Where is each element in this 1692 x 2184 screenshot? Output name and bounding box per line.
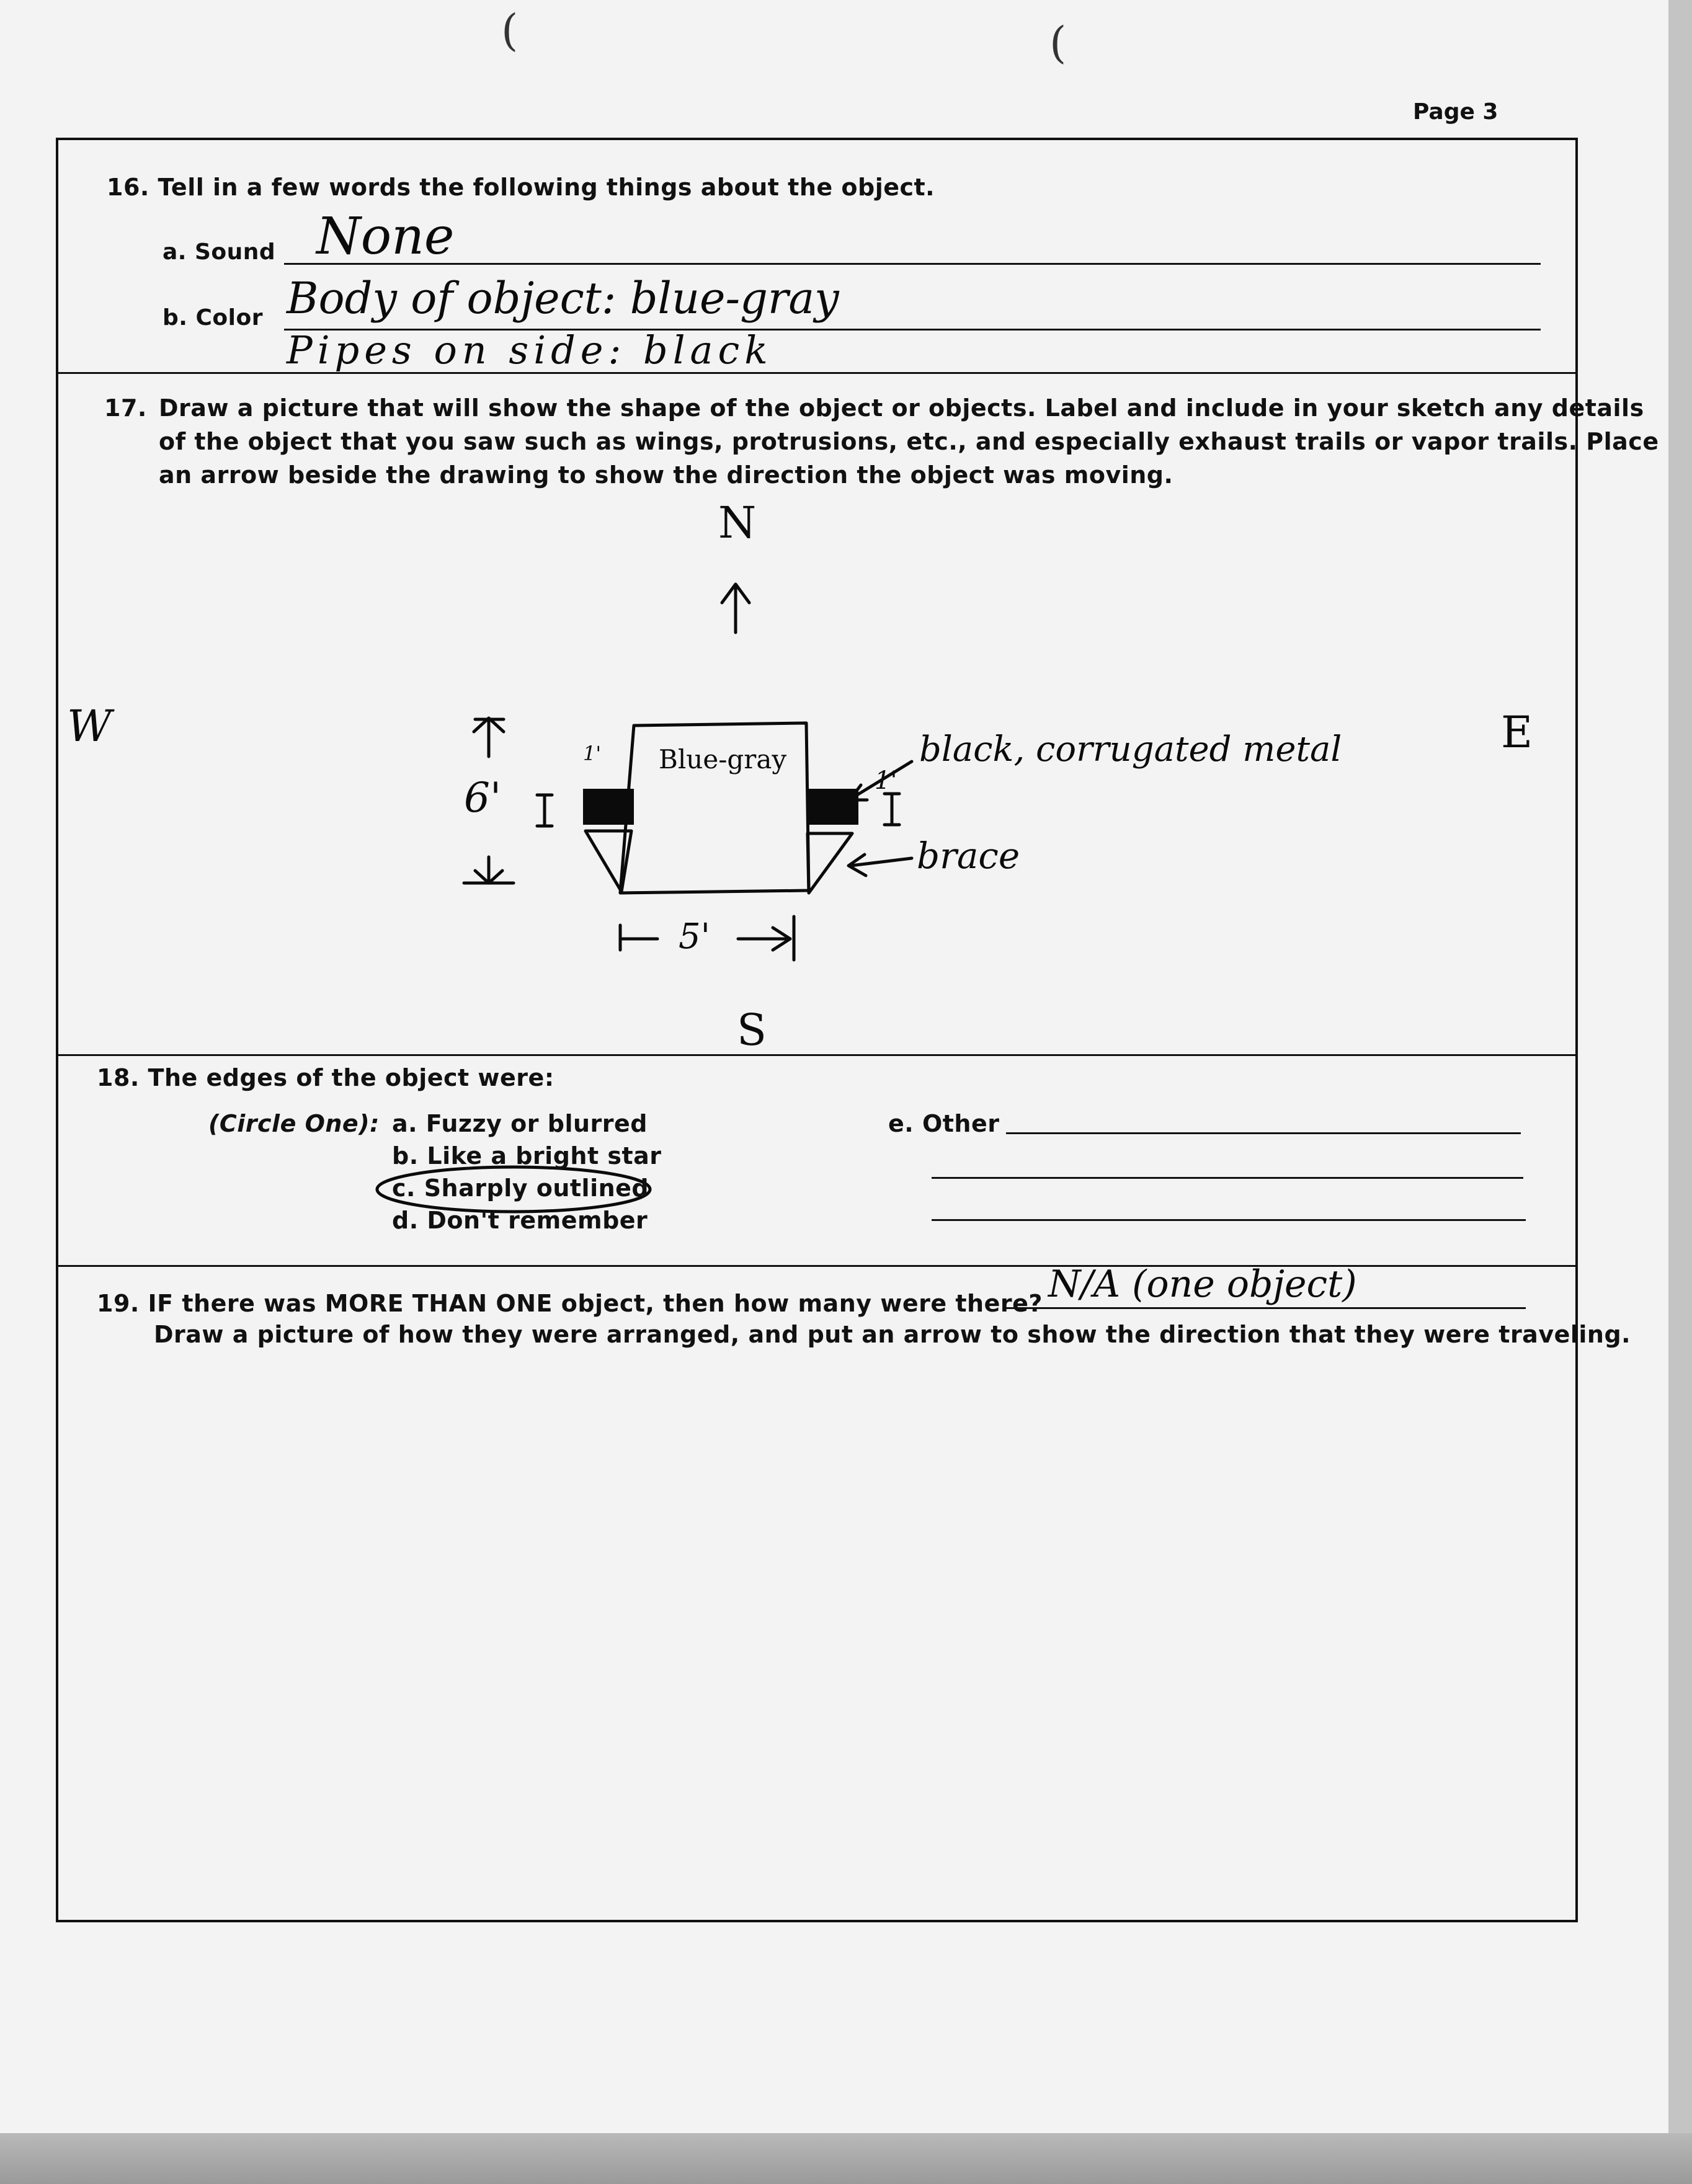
- q18-option-a: a. Fuzzy or blurred: [392, 1110, 648, 1137]
- compass-north: N: [718, 497, 757, 548]
- compass-west: W: [67, 701, 112, 752]
- page-number: Page 3: [1413, 99, 1498, 125]
- pipe-height-mark: [537, 795, 552, 826]
- q18-option-d: d. Don't remember: [392, 1207, 648, 1234]
- color-answer-pipes: Pipes on side: black: [287, 327, 773, 373]
- count-answer-line: [1005, 1307, 1526, 1309]
- q17-line2: of the object that you saw such as wings, protrusions, etc., and especially exhaust trails or vapor trails. Place: [159, 428, 1659, 455]
- q17-line3: an arrow beside the drawing to show the direction the object was moving.: [159, 461, 1173, 489]
- q17-number: 17.: [104, 394, 147, 422]
- height-arrow-bottom-icon: [464, 857, 514, 883]
- north-arrow-icon: [722, 584, 749, 633]
- punch-mark: (: [1049, 17, 1067, 68]
- q16-color-label: b. Color: [163, 305, 263, 331]
- pipe-height-label: 1': [875, 766, 897, 795]
- q18-prompt: 18. The edges of the object were:: [97, 1064, 554, 1091]
- compass-east: E: [1501, 707, 1533, 758]
- other-answer-line-2: [932, 1177, 1523, 1179]
- right-pipe: [808, 789, 858, 825]
- other-answer-line-3: [932, 1219, 1526, 1221]
- compass-south: S: [737, 1005, 767, 1055]
- q16-prompt: 16. Tell in a few words the following things about the object.: [107, 174, 935, 201]
- right-brace: [808, 833, 852, 893]
- height-label: 6': [464, 774, 502, 822]
- pipes-label: black, corrugated metal: [919, 729, 1342, 770]
- q18-other-label: e. Other: [888, 1110, 1000, 1137]
- q18-option-b: b. Like a bright star: [392, 1142, 662, 1170]
- punch-mark: (: [501, 5, 519, 56]
- q19-line2: Draw a picture of how they were arranged, and put an arrow to show the direction that they were traveling.: [154, 1321, 1631, 1348]
- height-arrow-top-icon: [474, 718, 504, 757]
- sound-answer: None: [316, 207, 455, 266]
- q18-option-c: c. Sharply outlined: [392, 1174, 649, 1202]
- q19-prompt: 19. IF there was MORE THAN ONE object, then how many were there?: [97, 1290, 1043, 1317]
- small-dimension-label: 1': [583, 742, 602, 765]
- q18-circle-one: (Circle One):: [208, 1110, 380, 1137]
- q16-sound-label: a. Sound: [163, 239, 276, 265]
- color-answer-body: Body of object: blue-gray: [287, 273, 839, 324]
- pipe-height-mark-right: [884, 794, 899, 825]
- body-color-label: Blue-gray: [659, 744, 787, 775]
- width-dimension-left: [620, 925, 657, 950]
- left-pipe: [583, 789, 634, 825]
- brace-label: brace: [917, 835, 1020, 877]
- width-label: 5': [679, 917, 711, 957]
- count-answer: N/A (one object): [1048, 1263, 1357, 1306]
- other-answer-line: [1006, 1132, 1521, 1134]
- q17-line1: Draw a picture that will show the shape of the object or objects. Label and include in your sketch any details: [159, 394, 1644, 422]
- width-dimension-right-icon: [738, 917, 794, 960]
- brace-pointer-arrow-icon: [848, 855, 912, 876]
